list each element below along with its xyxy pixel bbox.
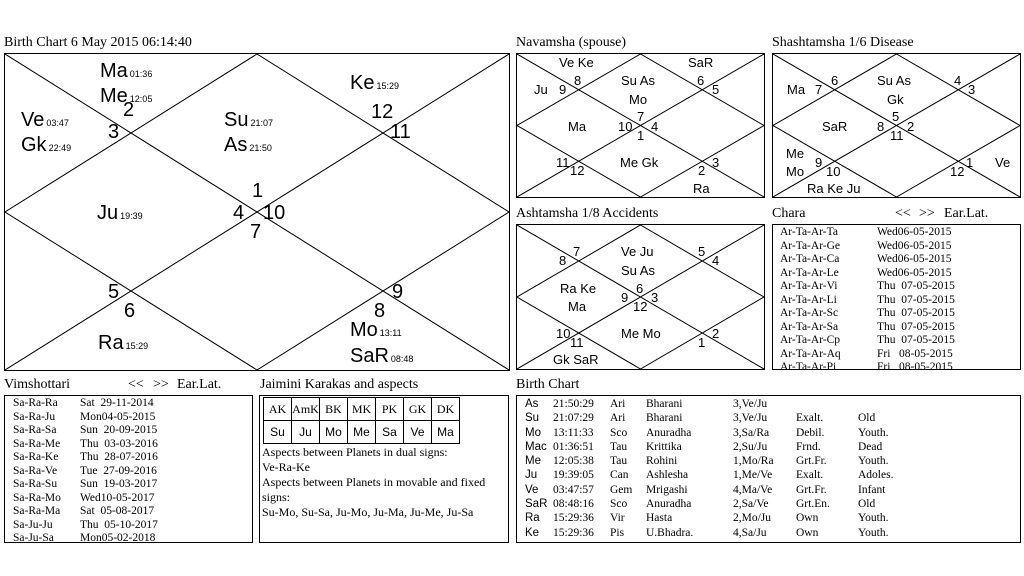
table-row[interactable]: SaR 08:48:16 Sco Anuradha 2,Sa/Ve Grt.En. Old (525, 498, 876, 511)
list-item[interactable]: Ar-Ta-Ar-Ta Wed06-05-2015 (780, 226, 952, 238)
list-item[interactable]: Ar-Ta-Ar-Ge Wed06-05-2015 (780, 239, 952, 252)
shashtamsha-label: Su As (877, 73, 911, 88)
ashtamsha-label: 4 (712, 253, 720, 268)
navamsha-label: Mo (629, 92, 648, 107)
list-item[interactable]: Sa-Ra-Ju Mon04-05-2015 (13, 410, 156, 423)
table-row[interactable]: Ju 19:39:05 Can Ashlesha 1,Me/Ve Exalt. Adoles. (525, 469, 894, 482)
table-row[interactable]: Su 21:07:29 Ari Bharani 3,Ve/Ju Exalt. Old (525, 412, 876, 425)
house-number-6: 6 (124, 300, 136, 322)
list-item[interactable]: Sa-Ra-Sa Sun 20-09-2015 (13, 424, 158, 436)
karaka-value: Sa (376, 421, 404, 444)
ashtamsha-label: 12 (633, 299, 648, 314)
chara-next-button[interactable]: >> (919, 206, 935, 221)
shashtamsha-label: Gk (887, 92, 904, 107)
chara-rows (780, 226, 955, 375)
planet-sar: SaR 08:48 (350, 345, 414, 367)
vimshottari-prev-button[interactable]: << (128, 377, 144, 392)
list-item[interactable]: Ar-Ta-Ar-Pi Fri 08-05-2015 (780, 361, 953, 373)
list-item[interactable]: Sa-Ju-Ju Thu 05-10-2017 (13, 518, 158, 531)
aspects-movable: Su-Mo, Su-Sa, Ju-Mo, Ju-Ma, Ju-Me, Ju-Sa (262, 505, 474, 519)
karaka-header: BK (320, 398, 348, 421)
list-item[interactable]: Sa-Ra-Ma Sat 05-08-2017 (13, 505, 155, 517)
list-item[interactable]: Sa-Ju-Sa Mon05-02-2018 (13, 532, 156, 544)
planet-me: Me 12:05 (100, 85, 153, 107)
planet-ra: Ra 15:29 (98, 332, 149, 354)
navamsha-label: 12 (570, 163, 585, 178)
navamsha-label: 2 (698, 163, 706, 178)
chara-prev-button[interactable]: << (895, 206, 911, 221)
karaka-header: AmK (292, 398, 320, 421)
navamsha-diagram[interactable] (516, 53, 765, 198)
birth-table-rows (525, 397, 918, 540)
ashtamsha-label: Su As (621, 263, 655, 278)
ashtamsha-diagram[interactable] (516, 224, 765, 370)
ashtamsha-label: Gk SaR (553, 352, 599, 367)
shashtamsha-label: Ra Ke Ju (807, 181, 861, 196)
ashtamsha-label: 5 (698, 244, 706, 259)
ashtamsha-label: 6 (636, 281, 644, 296)
vimshottari-next-button[interactable]: >> (153, 377, 169, 392)
aspects-dual: Ve-Ra-Ke (262, 460, 310, 474)
shashtamsha-label: 12 (950, 164, 965, 179)
shashtamsha-label: Me (786, 146, 805, 161)
navamsha-label: 8 (574, 73, 582, 88)
planet-su: Su 21:07 (224, 109, 273, 131)
vimshottari-mode-button[interactable]: Ear.Lat. (177, 377, 222, 392)
vimshottari-title: Vimshottari (4, 377, 71, 392)
karaka-value: Mo (320, 421, 348, 444)
ashtamsha-title: Ashtamsha 1/8 Accidents (516, 206, 659, 221)
list-item[interactable]: Ar-Ta-Ar-Sa Thu 07-05-2015 (780, 320, 955, 333)
karakas-header-row (264, 398, 460, 421)
house-number-3: 3 (108, 121, 120, 143)
shashtamsha-diagram[interactable] (772, 53, 1021, 198)
table-row[interactable]: Mac 01:36:51 Tau Krittika 2,Su/Ju Frnd. Dead (525, 440, 883, 453)
planet-ke: Ke 15:29 (350, 72, 399, 94)
shashtamsha-label: Mo (786, 164, 805, 179)
navamsha-label: 7 (637, 109, 645, 124)
birth-table (516, 395, 1021, 543)
house-number-7: 7 (250, 221, 262, 243)
navamsha-label: SaR (688, 55, 714, 70)
house-number-5: 5 (108, 281, 120, 303)
karaka-header: DK (432, 398, 460, 421)
ashtamsha-label: 9 (621, 290, 629, 305)
shashtamsha-label: 2 (907, 119, 915, 134)
birth-chart-title: Birth Chart 6 May 2015 06:14:40 (4, 35, 192, 50)
ashtamsha-label: 7 (573, 244, 581, 259)
ashtamsha-label: Ma (568, 299, 587, 314)
list-item[interactable]: Sa-Ra-Ke Thu 28-07-2016 (13, 451, 158, 463)
shashtamsha-title: Shashtamsha 1/6 Disease (772, 35, 914, 50)
birth-chart-lines (5, 54, 509, 370)
table-row[interactable]: Ra 15:29:36 Vir Hasta 2,Mo/Ju Own Youth. (525, 512, 889, 525)
navamsha-label: 4 (651, 119, 659, 134)
house-number-12: 12 (371, 101, 394, 123)
shashtamsha-label: Ma (787, 82, 806, 97)
shashtamsha-label: Ve (995, 155, 1011, 170)
ashtamsha-label: Me Mo (621, 326, 661, 341)
karaka-header: PK (376, 398, 404, 421)
list-item[interactable]: Ar-Ta-Ar-Aq Fri 08-05-2015 (780, 347, 953, 360)
shashtamsha-label: SaR (822, 119, 848, 134)
house-number-1: 1 (252, 180, 264, 202)
table-row[interactable]: As 21:50:29 Ari Bharani 3,Ve/Ju (525, 398, 768, 410)
navamsha-title: Navamsha (spouse) (516, 35, 627, 50)
vimshottari-list[interactable] (4, 395, 253, 543)
list-item[interactable]: Ar-Ta-Ar-Cp Thu 07-05-2015 (780, 334, 955, 346)
ashtamsha-label: 1 (698, 335, 706, 350)
navamsha-label: 6 (697, 73, 705, 88)
aspects-text (262, 445, 502, 520)
karaka-header: MK (348, 398, 376, 421)
navamsha-label: Ma (568, 119, 587, 134)
ashtamsha-label: 3 (651, 290, 659, 305)
karaka-value: Ju (292, 421, 320, 444)
list-item[interactable]: Ar-Ta-Ar-Li Thu 07-05-2015 (780, 293, 955, 306)
navamsha-label: Me Gk (620, 155, 659, 170)
house-number-9: 9 (392, 281, 404, 303)
chara-mode-button[interactable]: Ear.Lat. (944, 206, 989, 221)
shashtamsha-label: 11 (890, 128, 904, 143)
list-item[interactable]: Sa-Ra-Me Thu 03-03-2016 (13, 437, 158, 450)
ashtamsha-label: Ve Ju (621, 244, 654, 259)
jaimini-panel (259, 395, 509, 543)
shashtamsha-label: 1 (966, 155, 974, 170)
list-item[interactable]: Sa-Ra-Ve Tue 27-09-2016 (13, 464, 157, 477)
ashtamsha-label: 2 (712, 326, 720, 341)
karaka-value: Ma (432, 421, 460, 444)
list-item[interactable]: Ar-Ta-Ar-Le Wed06-05-2015 (780, 266, 952, 279)
ashtamsha-label: Ra Ke (560, 281, 597, 296)
shashtamsha-label: 3 (968, 82, 976, 97)
navamsha-label: Ju (534, 82, 548, 97)
list-item[interactable]: Ar-Ta-Ar-Sc Thu 07-05-2015 (780, 307, 955, 319)
jaimini-title: Jaimini Karakas and aspects (260, 377, 419, 392)
birth-chart-diagram[interactable] (4, 53, 510, 371)
chara-title: Chara (772, 206, 806, 221)
karakas-value-row (264, 421, 460, 444)
navamsha-label: Su As (621, 73, 655, 88)
planet-mo: Mo 13:11 (350, 319, 402, 341)
shashtamsha-label: 6 (831, 73, 839, 88)
vimshottari-rows (13, 397, 158, 546)
navamsha-label: Ve Ke (559, 55, 594, 70)
karakas-table (263, 397, 460, 444)
shashtamsha-label: 4 (954, 73, 962, 88)
karaka-value: Me (348, 421, 376, 444)
house-number-11: 11 (390, 121, 411, 143)
planet-ma: Ma 01:36 (100, 60, 153, 82)
list-item[interactable]: Sa-Ra-Ra Sat 29-11-2014 (13, 397, 154, 409)
house-number-2: 2 (123, 99, 135, 121)
karaka-header: GK (404, 398, 432, 421)
table-row[interactable]: Ke 15:29:36 Pis U.Bhadra. 4,Sa/Ju Own Youth. (525, 526, 889, 539)
aspects-movable-title: Aspects between Planets in movable and fixed signs: (262, 475, 486, 504)
list-item[interactable]: Ar-Ta-Ar-Ca Wed06-05-2015 (780, 253, 952, 265)
chara-list[interactable] (772, 224, 1021, 373)
navamsha-label: 11 (556, 155, 570, 170)
table-row[interactable]: Me 12:05:38 Tau Rohini 1,Mo/Ra Grt.Fr. Youth. (525, 455, 889, 468)
planet-ve: Ve 03:47 (21, 109, 69, 131)
planet-as: As 21:50 (224, 134, 272, 156)
birth-table-title: Birth Chart (516, 377, 580, 392)
shashtamsha-label: 8 (877, 119, 885, 134)
table-row[interactable]: Ve 03:47:57 Gem Mrigashi 4,Ma/Ve Grt.Fr. Infant (525, 483, 886, 496)
navamsha-label: 1 (637, 128, 645, 143)
house-number-4: 4 (233, 202, 245, 224)
list-item[interactable]: Ar-Ta-Ar-Vi Thu 07-05-2015 (780, 280, 955, 292)
ashtamsha-label: 10 (556, 326, 571, 341)
navamsha-label: Ra (693, 181, 710, 196)
navamsha-label: 9 (559, 82, 567, 97)
house-number-8: 8 (374, 300, 386, 322)
shashtamsha-label: 9 (815, 155, 823, 170)
navamsha-label: 5 (712, 82, 720, 97)
table-row[interactable]: Mo 13:11:33 Sco Anuradha 3,Sa/Ra Debil. Youth. (525, 426, 889, 439)
shashtamsha-label: 5 (892, 109, 900, 124)
planet-gk: Gk 22:49 (21, 134, 72, 156)
house-number-10: 10 (263, 202, 286, 224)
karaka-value: Su (264, 421, 292, 444)
navamsha-label: 10 (618, 119, 633, 134)
ashtamsha-label: 11 (570, 335, 584, 350)
navamsha-label: 3 (712, 155, 720, 170)
karaka-header: AK (264, 398, 292, 421)
shashtamsha-label: 10 (826, 164, 841, 179)
aspects-dual-title: Aspects between Planets in dual signs: (262, 445, 448, 459)
ashtamsha-label: 8 (559, 253, 567, 268)
list-item[interactable]: Sa-Ra-Mo Wed10-05-2017 (13, 491, 155, 504)
karaka-value: Ve (404, 421, 432, 444)
shashtamsha-label: 7 (815, 82, 823, 97)
list-item[interactable]: Sa-Ra-Su Sun 19-03-2017 (13, 478, 158, 490)
planet-ju: Ju 19:39 (97, 202, 143, 224)
